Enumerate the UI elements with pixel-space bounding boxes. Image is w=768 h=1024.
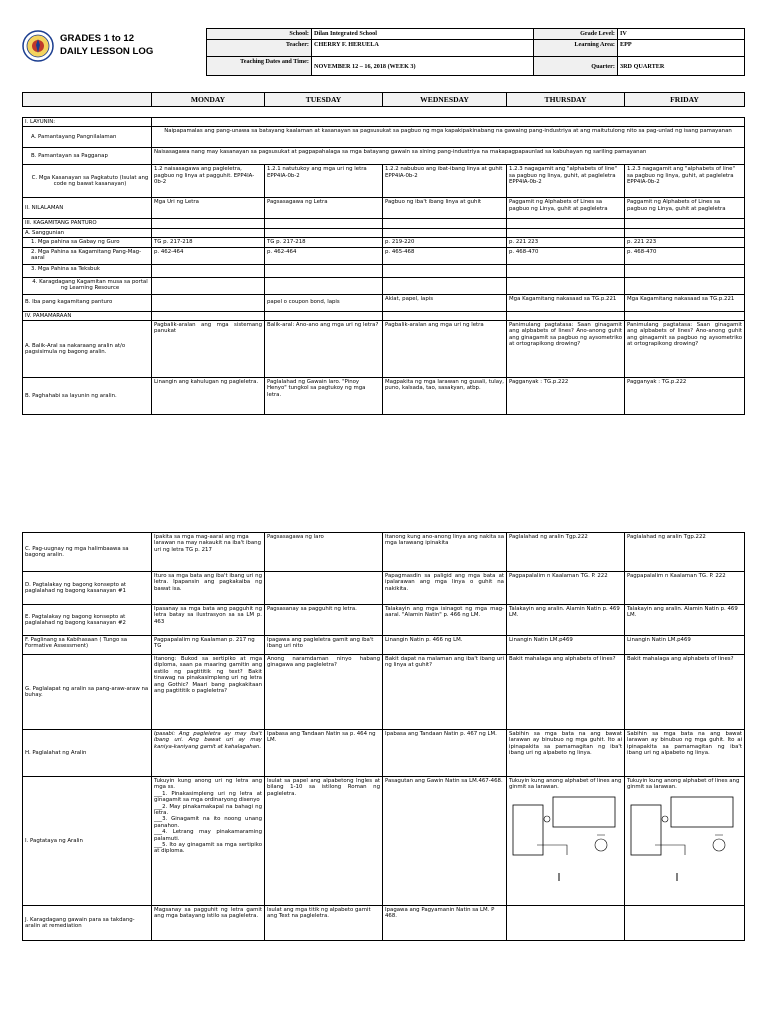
- deped-seal-icon: [22, 30, 54, 62]
- kasanayan-wed: 1.2.2 nabubuo ang ibat-ibang linya at guhit EPP4IA-0b-2: [383, 165, 507, 198]
- pag-uugnay-fri: Paglalahad ng aralin Tgp.222: [625, 533, 745, 572]
- pagtataya-wed: Pasagutan ang Gawin Natin sa LM.467-468.: [383, 777, 507, 906]
- school-label: School:: [207, 29, 312, 40]
- paghahabi-mon: Linangin ang kahulugan ng pagleletra.: [152, 378, 265, 415]
- nilalaman-tue: Pagsasagawa ng Letra: [265, 198, 383, 219]
- days-header-table: [22, 92, 745, 107]
- paglalapat-mon: Itanong: Bukod sa sertipiko at mga diploma, saan pa maaring gamitin ang estilo ng pagtititik ng text? Bakit tinawag na pinakasimpleng uri ng letra ang Gothic? Maari bang pagkakitaan ang pagtititik o pagleletra?: [152, 655, 265, 730]
- balik-aral-fri: Panimulang pagtatasa: Saan ginagamit ang alpbabets of lines? Ano-anong guhit ang ginagamit sa pagbuo ng aysometriko at ortograpikong drowing?: [625, 321, 745, 378]
- kasanayan-thu: 1.2.3 nagagamit ang "alphabets of line" sa pagbuo ng linya, guhit, at pagleletra EPP4IA-0b-2: [507, 165, 625, 198]
- sanggunian-label: A. Sanggunian: [23, 228, 152, 237]
- karagdagang-gawain-mon: Magsanay sa pagguhit ng letra gamit ang mga batayang istilo sa pagleletra.: [152, 906, 265, 941]
- karagdagang-gawain-tue: Isulat ang mga titik ng alpabeto gamit ang Text na pagleletra.: [265, 906, 383, 941]
- gabay-fri: p. 221 223: [625, 238, 745, 247]
- blank-cell: [507, 228, 625, 237]
- karagdagang-gawain-label: J. Karagdagang gawain para sa takdang-aralin at remediation: [23, 906, 152, 941]
- paghahabi-wed: Magpakita ng mga larawan ng gusali, tulay, puno, kalsada, tao, sasakyan, atbp.: [383, 378, 507, 415]
- day-thursday: THURSDAY: [507, 93, 625, 107]
- pag-uugnay-thu: Paglalahad ng aralin Tgp.222: [507, 533, 625, 572]
- paglinang-tue: Ipagawa ang pagleletra gamit ang iba't ibang uri nito: [265, 636, 383, 655]
- gabay-label: 1. Mga pahina sa Gabay ng Guro: [23, 238, 152, 247]
- header-info-table: [206, 28, 745, 76]
- line-drawing-diagram-thu: [509, 793, 621, 883]
- pagtalakay1-fri: Pagpapalalim n Kaalaman TG. P. 222: [625, 572, 745, 605]
- blank-cell: [265, 264, 383, 277]
- pagtalakay1-tue: [265, 572, 383, 605]
- blank-cell: [152, 277, 265, 294]
- day-friday: FRIDAY: [625, 93, 745, 107]
- dates-value: NOVEMBER 12 – 16, 2018 (WEEK 3): [312, 57, 534, 76]
- pagtalakay1-mon: Ituro sa mga bata ang iba't ibang uri ng letra. Ipapansin ang pagkakaiba ng bawat isa.: [152, 572, 265, 605]
- paghahabi-tue: Paglalahad ng Gawain laro. "Pinoy Henyo" tungkol sa pagtukoy ng mga letra.: [265, 378, 383, 415]
- blank-cell: [265, 311, 383, 320]
- pagtataya-mon-item3: ___3. Ginagamit na ito noong unang panahon.: [154, 816, 262, 829]
- iba-tue: papel o coupon bond, lapis: [265, 294, 383, 311]
- pagtalakay2-tue: Pagsasanay sa pagguhit ng letra.: [265, 605, 383, 636]
- blank-cell: [625, 311, 745, 320]
- days-corner: [23, 93, 152, 107]
- paglinang-thu: Linangin Natin LM.p469: [507, 636, 625, 655]
- paglalapat-thu: Bakit mahalaga ang alphabets of lines?: [507, 655, 625, 730]
- pagtataya-fri-text: Tukuyin kung anong alphabet of lines ang ginmit sa larawan.: [627, 778, 740, 791]
- paglalapat-tue: Anong naramdaman ninyo habang ginagawa ang pagleletra?: [265, 655, 383, 730]
- paglalahat-wed: Ipabasa ang Tandaan Natin p. 467 ng LM.: [383, 730, 507, 777]
- pangmag-tue: p. 462-464: [265, 247, 383, 264]
- teacher-value: CHERRY F. HERUELA: [312, 40, 534, 57]
- kasanayan-fri: 1.2.3 nagagamit ang "alphabets of line" sa pagbuo ng linya, guhit, at pagleletra EPP4IA-0b-2: [625, 165, 745, 198]
- karagdagang-gawain-wed: Ipagawa ang Pagyamanin Natin sa LM. P 468.: [383, 906, 507, 941]
- blank-cell: [625, 264, 745, 277]
- karagdagan-label: 4. Karagdagang Kagamitan musa sa portal ng Learning Resource: [23, 277, 152, 294]
- blank-cell: [265, 219, 383, 228]
- kasanayan-tue: 1.2.1 natutukoy ang mga uri ng letra EPP4IA-0b-2: [265, 165, 383, 198]
- paglinang-wed: Linangin Natin p. 466 ng LM.: [383, 636, 507, 655]
- pamantayan-pagganap-label: B. Pamantayan sa Pagganap: [23, 148, 152, 165]
- kagamitan-label: III. KAGAMITANG PANTURO: [23, 219, 152, 228]
- teksbuk-label: 3. Mga Pahina sa Teksbuk: [23, 264, 152, 277]
- blank-cell: [265, 277, 383, 294]
- pangmag-mon: p. 462-464: [152, 247, 265, 264]
- pagtalakay1-label: D. Pagtalakay ng bagong konsepto at paglalahad ng bagong kasanayan #1: [23, 572, 152, 605]
- blank-cell: [625, 228, 745, 237]
- nilalaman-wed: Pagbuo ng iba't ibang linya at guhit: [383, 198, 507, 219]
- blank-cell: [383, 277, 507, 294]
- layunin-blank: [152, 118, 745, 127]
- day-monday: MONDAY: [152, 93, 265, 107]
- blank-cell: [625, 277, 745, 294]
- day-tuesday: TUESDAY: [265, 93, 383, 107]
- pamantayang-pangnilalaman-label: A. Pamantayang Pangnilalaman: [23, 127, 152, 148]
- pagtalakay2-fri: Talakayin ang aralin. Alamin Natin p. 469 LM.: [625, 605, 745, 636]
- pagtataya-thu: [507, 777, 625, 906]
- balik-aral-label: A. Balik-Aral sa nakaraang aralin at/o pagsisimula ng bagong aralin.: [23, 321, 152, 378]
- paglalapat-label: G. Paglalapat ng aralin sa pang-araw-araw na buhay.: [23, 655, 152, 730]
- gabay-tue: TG p. 217-218: [265, 238, 383, 247]
- pagtataya-mon-instr: Tukuyin kung anong uri ng letra ang mga ss.: [154, 778, 262, 791]
- balik-aral-wed: Pagbalik-aralan ang mga uri ng letra: [383, 321, 507, 378]
- balik-aral-mon: Pagbalik-aralan ang mga sistemang panukat: [152, 321, 265, 378]
- nilalaman-fri: Paggamit ng Alphabets of Lines sa pagbuo ng Linya, guhit at pagleletra: [625, 198, 745, 219]
- blank-cell: [152, 311, 265, 320]
- pag-uugnay-wed: Itanong kung ano-anong linya ang nakita sa mga larawang ipinakita: [383, 533, 507, 572]
- pangmag-thu: p. 468-470: [507, 247, 625, 264]
- pagtataya-tue: Isulat sa papel ang alpabetong Ingles at bilang 1-10 sa istilong Roman ng pagleletra.: [265, 777, 383, 906]
- paghahabi-fri: Pagganyak : TG.p.222: [625, 378, 745, 415]
- paglalahat-tue: Ipabasa ang Tandaan Natin sa p. 464 ng LM.: [265, 730, 383, 777]
- pagtataya-mon-item2: ___2. May pinakamakapal na bahagi ng letra.: [154, 803, 262, 817]
- karagdagang-gawain-thu: [507, 906, 625, 941]
- nilalaman-mon: Mga Uri ng Letra: [152, 198, 265, 219]
- paglalahat-thu: Sabihin sa mga bata na ang bawat larawan ay binubuo ng mga guhit. Ito ai ipinapakita sa pamamagitan ng iba't ibang uri ng alpabeto ng linya.: [507, 730, 625, 777]
- quarter-label: Quarter:: [534, 57, 618, 76]
- pamantayang-pangnilalaman-text: Naipapamalas ang pang-unawa sa batayang kaalaman at kasanayan sa pagsusukat sa pagbuo ng mga kapakipakinabang na gawaing pang-industriya at ang maitutulong nito sa pag-unlad ng isang pamayanan: [152, 127, 745, 148]
- blank-cell: [507, 311, 625, 320]
- blank-cell: [152, 219, 265, 228]
- iba-thu: Mga Kagamitang nakasaad sa TG.p.221: [507, 294, 625, 311]
- blank-cell: [383, 219, 507, 228]
- pagtalakay2-wed: Talakayin ang mga isinagot ng mga mag-aaral. "Alamin Natin" p. 466 ng LM.: [383, 605, 507, 636]
- blank-cell: [383, 264, 507, 277]
- pagtalakay1-wed: Papagmasdin sa paligid ang mga bata at ipalarawan ang mga linya o guhit na nakikita.: [383, 572, 507, 605]
- paglinang-mon: Pagpapalalim ng Kaalaman p. 217 ng TG: [152, 636, 265, 655]
- pagtataya-fri: [625, 777, 745, 906]
- pagtalakay2-mon: Ipasanay sa mga bata ang pagguhit ng letra batay sa ilustrasyon sa sa LM p. 463: [152, 605, 265, 636]
- paglalahat-label: H. Paglalahat ng Aralin: [23, 730, 152, 777]
- pag-uugnay-label: C. Pag-uugnay ng mga halimbaawa sa bagong aralin.: [23, 533, 152, 572]
- pangmag-label: 2. Mga Pahina sa Kagamitang Pang-Mag-aaral: [23, 247, 152, 264]
- pag-uugnay-tue: Pagsasagawa ng laro: [265, 533, 383, 572]
- layunin-heading: I. LAYUNIN:: [23, 118, 152, 127]
- blank-cell: [625, 219, 745, 228]
- iba-fri: Mga Kagamitang nakasaad sa TG.p.221: [625, 294, 745, 311]
- title-dll: DAILY LESSON LOG: [60, 46, 154, 57]
- area-value: EPP: [618, 40, 745, 57]
- blank-cell: [383, 228, 507, 237]
- day-wednesday: WEDNESDAY: [383, 93, 507, 107]
- blank-cell: [152, 228, 265, 237]
- pangmag-wed: p. 465-468: [383, 247, 507, 264]
- paghahabi-thu: Pagganyak : TG.p.222: [507, 378, 625, 415]
- teacher-label: Teacher:: [207, 40, 312, 57]
- paghahabi-label: B. Paghahabi sa layunin ng aralin.: [23, 378, 152, 415]
- title-grades: GRADES 1 to 12: [60, 33, 135, 44]
- pamamaraan-label: IV. PAMAMARAAN: [23, 311, 152, 320]
- paglalahat-mon: Ipasabi: Ang pagleletra ay may iba't ibang uri. Ang bawat uri ay may kaniya-kaniyang gamit at kahalagahan.: [152, 730, 265, 777]
- kasanayan-mon: 1.2 naisasagawa ang pagleletra, pagbuo ng linya at pagguhit. EPP4IA-0b-2: [152, 165, 265, 198]
- pagtataya-thu-text: Tukuyin kung anong alphabet of lines ang ginmit sa larawan.: [509, 778, 622, 791]
- karagdagang-gawain-fri: [625, 906, 745, 941]
- pangmag-fri: p. 468-470: [625, 247, 745, 264]
- quarter-value: 3RD QUARTER: [618, 57, 745, 76]
- blank-cell: [152, 264, 265, 277]
- iba-wed: Aklat, papel, lapis: [383, 294, 507, 311]
- pagtataya-mon-item1: ___1. Pinakasimpleng uri ng letra at ginagamit sa mga ordinaryong disenyo: [154, 790, 262, 804]
- blank-cell: [507, 277, 625, 294]
- pagtataya-mon-item4: ___4. Letrang may pinakamaraming palamuti.: [154, 829, 262, 842]
- paglalapat-fri: Bakit mahalaga ang alphabets of lines?: [625, 655, 745, 730]
- blank-cell: [383, 311, 507, 320]
- pagtataya-mon: [152, 777, 265, 906]
- kasanayan-label: C. Mga Kasanayan sa Pagkatuto (Isulat ang code ng bawat kasanayan): [23, 165, 152, 198]
- gabay-thu: p. 221 223: [507, 238, 625, 247]
- line-drawing-diagram-fri: [627, 793, 739, 883]
- iba-mon: [152, 294, 265, 311]
- paglalapat-wed: Bakit dapat na malaman ang iba't ibang uri ng linya at guhit?: [383, 655, 507, 730]
- blank-cell: [507, 219, 625, 228]
- iba-label: B. Iba pang kagamitang panturo: [23, 294, 152, 311]
- grade-value: IV: [618, 29, 745, 40]
- gabay-mon: TG p. 217-218: [152, 238, 265, 247]
- gabay-wed: p. 219-220: [383, 238, 507, 247]
- pagtalakay1-thu: Pagpapalalim n Kaalaman TG. P. 222: [507, 572, 625, 605]
- pagtataya-mon-item5: ___5. Ito ay ginagamit sa mga sertipiko at diploma.: [154, 842, 262, 855]
- pagtataya-label: I. Pagtataya ng Aralin: [23, 777, 152, 906]
- nilalaman-thu: Paggamit ng Alphabets of Lines sa pagbuo ng Linya, guhit at pagleletra: [507, 198, 625, 219]
- pagtalakay2-label: E. Pagtalakay ng bagong konsepto at paglalahad ng bagong kasanayan #2: [23, 605, 152, 636]
- paglinang-fri: Linangin Natin LM.p469: [625, 636, 745, 655]
- nilalaman-label: II. NILALAMAN: [23, 198, 152, 219]
- school-value: Dilan Integrated School: [312, 29, 534, 40]
- dates-label: Teaching Dates and Time:: [207, 57, 312, 76]
- balik-aral-tue: Balik-aral: Ano-ano ang mga uri ng letra?: [265, 321, 383, 378]
- area-label: Learning Area:: [534, 40, 618, 57]
- grade-label: Grade Level:: [534, 29, 618, 40]
- pagtalakay2-thu: Talakayin ang aralin. Alamin Natin p. 469 LM.: [507, 605, 625, 636]
- blank-cell: [507, 264, 625, 277]
- pag-uugnay-mon: Ipakita sa mga mag-aaral ang mga larawan na may nakaukit na iba't ibang uri ng letra TG p. 217: [152, 533, 265, 572]
- lesson-table-part2: [22, 532, 745, 941]
- lesson-table-part1: [22, 117, 745, 415]
- paglalahat-fri: Sabihin sa mga bata na ang bawat larawan ay binubuo ng mga guhit. Ito ai ipinapakita sa pamamagitan ng iba't ibang uri ng alpabeto ng linya.: [625, 730, 745, 777]
- balik-aral-thu: Panimulang pagtatasa: Saan ginagamit ang alpbabets of lines? Ano-anong guhit ang ginagamit sa pagbuo ng aysometriko at ortograpikong drowing?: [507, 321, 625, 378]
- paglinang-label: F. Paglinang sa Kabihasaan ( Tungo sa Formative Assessment): [23, 636, 152, 655]
- pamantayan-pagganap-text: Naisasagawa nang may kasanayan sa pagsusukat at pagpapahalaga sa mga batayang gawain sa sining pang-industriya na makapagpapaunlad sa kabuhayan ng sariling pamayanan: [152, 148, 745, 165]
- blank-cell: [265, 228, 383, 237]
